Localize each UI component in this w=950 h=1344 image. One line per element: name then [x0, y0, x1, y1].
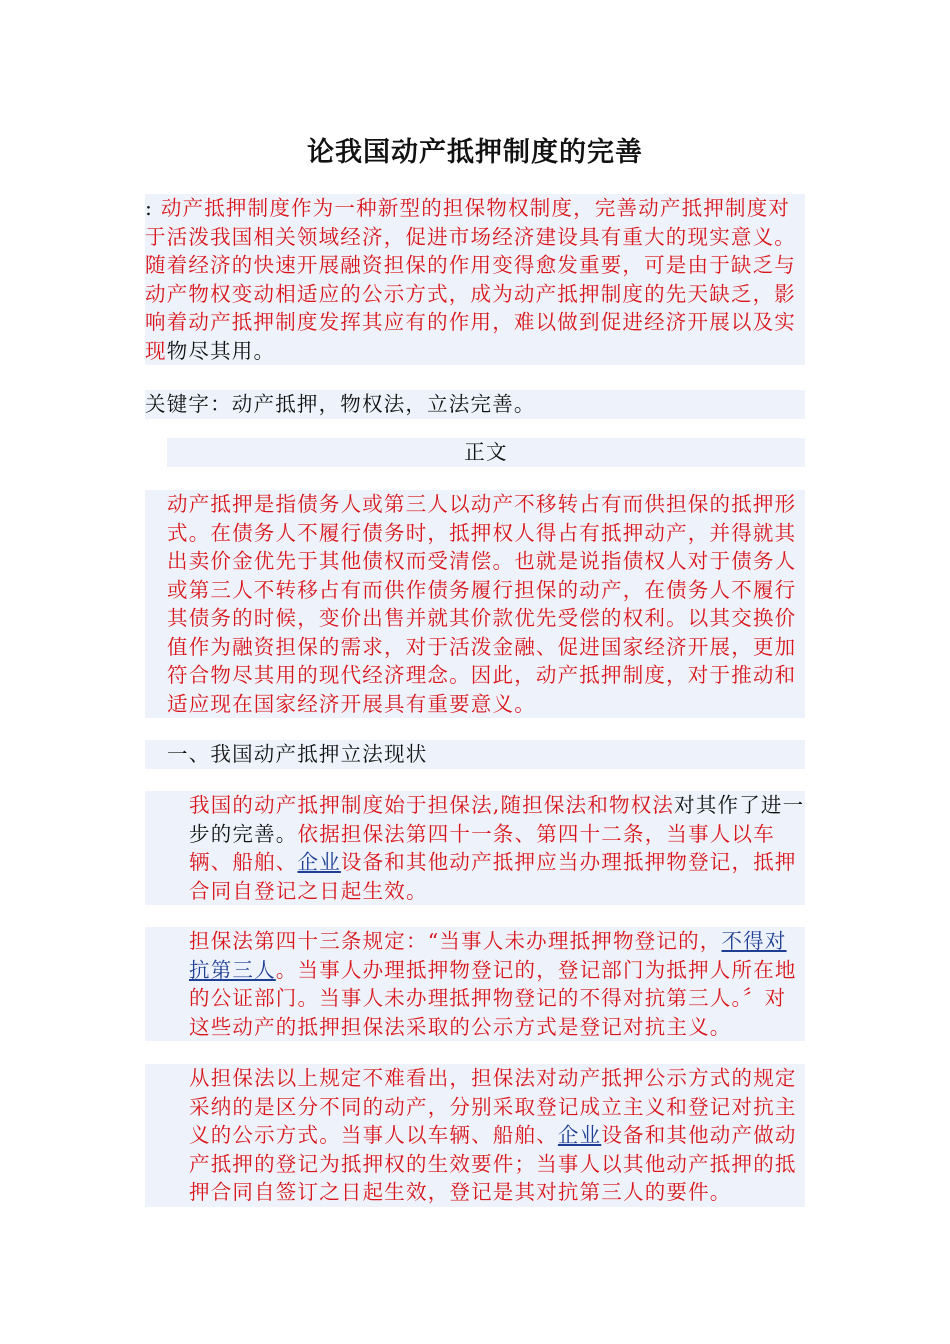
keywords-block — [145, 390, 805, 419]
paragraph-4-text-b: 设备和其他动产做动产抵押的登记为抵押权的生效要件；当事人以其他动产抵押的抵押合同自签订之日起生效，登记是其对抗第三人的要件。 — [189, 1123, 797, 1204]
abstract-tail: 物尽其用。 — [166, 338, 276, 363]
paragraph-2-text-a: 我国的动产抵押制度始于担保法,随担保法和物权法 — [189, 793, 675, 817]
paragraph-2-block — [145, 791, 805, 905]
abstract-block — [145, 194, 805, 365]
paragraph-2-text-d: 设备和其他动产抵押应当办理抵押物登记，抵押合同自登记之日起生效。 — [189, 850, 797, 903]
section-heading-body: 正文 — [464, 440, 508, 464]
paragraph-3 — [145, 927, 805, 1041]
paragraph-3-block — [145, 927, 805, 1041]
third-party-link[interactable]: 不得对抗第三人 — [189, 929, 787, 982]
paragraph-2-text-c: 依据担保法第四十一条、第四十二条，当事人以车辆、船舶、 — [189, 821, 775, 874]
heading-1: 一、我国动产抵押立法现状 — [167, 742, 428, 766]
paragraph-4-text-a: 从担保法以上规定不难看出，担保法对动产抵押公示方式的规定采纳的是区分不同的动产，分别采取登记成立主义和登记对抗主义的公示方式。当事人以车辆、船舶、 — [189, 1066, 797, 1147]
paragraph-4-block — [145, 1064, 805, 1207]
paragraph-1-block — [145, 490, 805, 718]
enterprise-link[interactable]: 企业 — [297, 850, 341, 874]
abstract-prefix: : — [145, 196, 161, 220]
abstract-paragraph — [145, 194, 805, 365]
paragraph-2 — [145, 791, 805, 905]
paragraph-2-text-b: 对其作了进一步的完善。 — [189, 793, 805, 846]
enterprise-link-2[interactable]: 企业 — [557, 1123, 602, 1147]
abstract-text: 动产抵押制度作为一种新型的担保物权制度，完善动产抵押制度对于活泼我国相关领域经济，促进市场经济建设具有重大的现实意义。随着经济的快速开展融资担保的作用变得愈发重要，可是由于缺乏与动产物权变动相适应的公示方式，成为动产抵押制度的先天缺乏，影响着动产抵押制度发挥其应有的作用，难以做到促进经济开展以及实现 — [145, 196, 796, 363]
paragraph-4 — [145, 1064, 805, 1207]
paragraph-3-text-a: 担保法第四十三条规定：“当事人未办理抵押物登记的， — [189, 929, 722, 953]
page-title: 论我国动产抵押制度的完善 — [307, 137, 643, 168]
paragraph-3-text-b: 。当事人办理抵押物登记的，登记部门为抵押人所在地的公证部门。当事人未办理抵押物登记的不得对抗第三人。〞对这些动产的抵押担保法采取的公示方式是登记对抗主义。 — [189, 957, 797, 1039]
body-heading-block — [167, 438, 805, 467]
paragraph-1: 动产抵押是指债务人或第三人以动产不移转占有而供担保的抵押形式。在债务人不履行债务时，抵押权人得占有抵押动产，并得就其出卖价金优先于其他债权而受清偿。也就是说指债权人对于债务人或第三人不转移占有而供作债务履行担保的动产，在债务人不履行其债务的时候，变价出售并就其价款优先受偿的权利。以其交换价值作为融资担保的需求，对于活泼金融、促进国家经济开展，更加符合物尽其用的现代经济理念。因此，动产抵押制度，对于推动和适应现在国家经济开展具有重要意义。 — [167, 492, 797, 716]
keywords: 关键字：动产抵押，物权法，立法完善。 — [145, 392, 536, 416]
heading-1-block — [145, 740, 805, 769]
